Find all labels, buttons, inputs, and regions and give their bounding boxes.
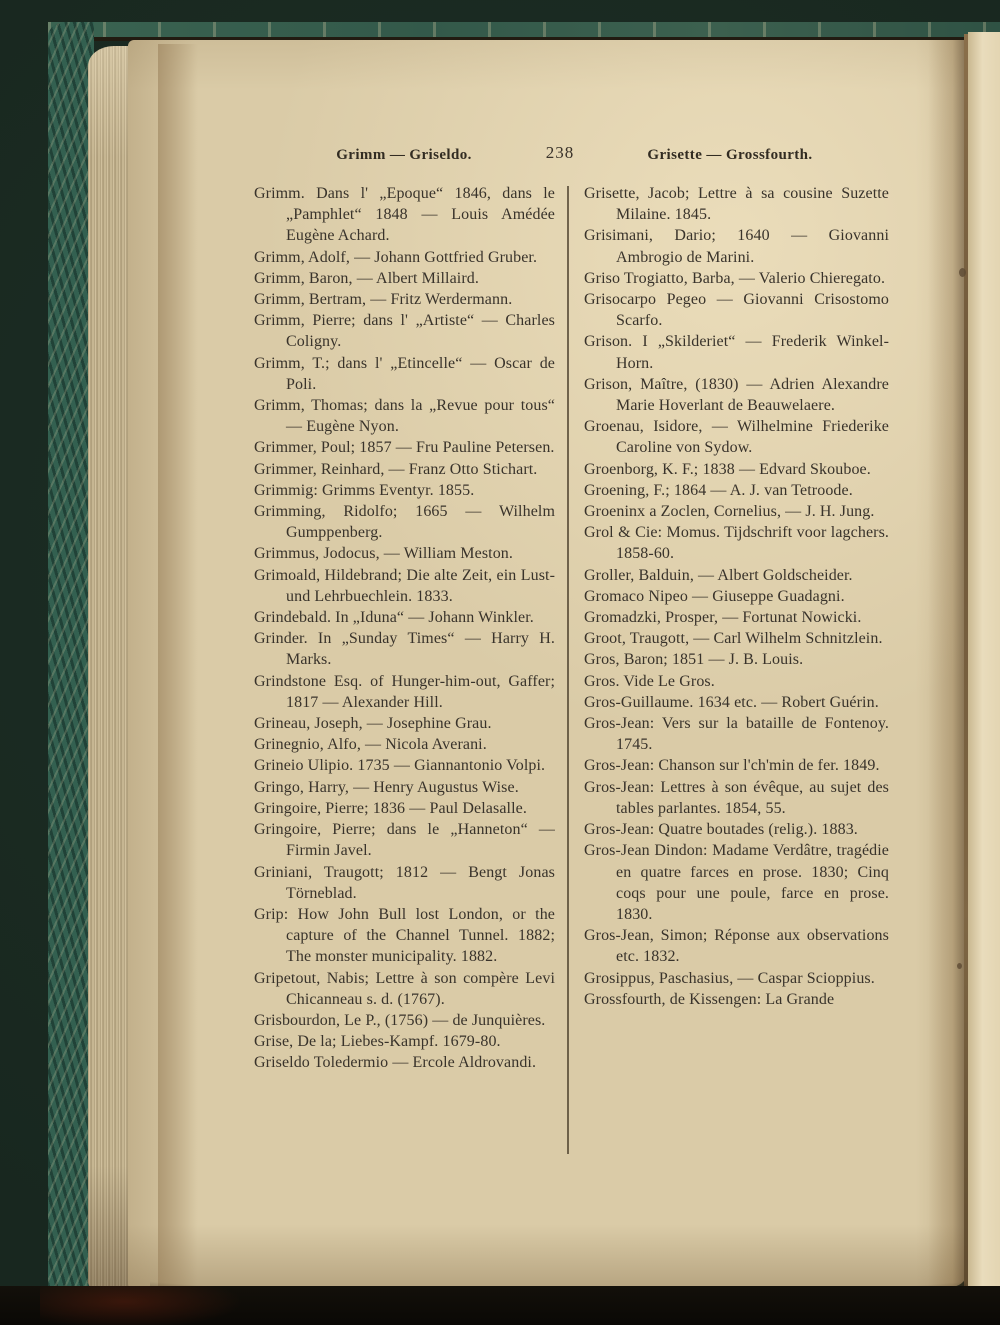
lexicon-entry: Grinegnio, Alfo, — Nicola Averani. bbox=[254, 736, 487, 754]
lexicon-entry: Gros-Jean: Chanson sur l'ch'min de fer. 1849. bbox=[584, 757, 880, 775]
page-stack-shadow bbox=[158, 44, 198, 1288]
lexicon-entry: Grimm. Dans l' „Epoque“ 1846, dans le „Pamphlet“ 1848 — Louis Amédée Eugène Achard. bbox=[254, 185, 555, 245]
lexicon-entry: Gringo, Harry, — Henry Augustus Wise. bbox=[254, 778, 519, 796]
lexicon-entry: Grineio Ulipio. 1735 — Giannantonio Volpi. bbox=[254, 757, 546, 775]
lexicon-entry: Grindebald. In „Iduna“ — Johann Winkler. bbox=[254, 609, 534, 627]
lexicon-entry: Grisimani, Dario; 1640 — Giovanni Ambrogio de Marini. bbox=[584, 227, 889, 266]
lexicon-entry: Gromaco Nipeo — Giuseppe Guadagni. bbox=[584, 587, 845, 605]
lexicon-entry: Grimmer, Reinhard, — Franz Otto Stichart. bbox=[254, 460, 538, 478]
lexicon-entry: Grimm, Thomas; dans la „Revue pour tous“ — Eugène Nyon. bbox=[254, 397, 555, 436]
page-number: 238 bbox=[545, 143, 575, 162]
lexicon-entry: Gros-Jean Dindon: Madame Verdâtre, tragédie en quatre farces en prose. 1830; Cinq coqs pour une poule, farce en prose. 1830. bbox=[584, 842, 889, 923]
gutter-shading bbox=[928, 40, 966, 1287]
lexicon-entry: Grimm, Adolf, — Johann Gottfried Gruber. bbox=[254, 248, 538, 266]
lexicon-entry: Gripetout, Nabis; Lettre à son compère Levi Chicanneau s. d. (1767). bbox=[254, 969, 555, 1008]
lexicon-entry: Gros. Vide Le Gros. bbox=[584, 672, 715, 690]
column-divider-rule bbox=[567, 186, 569, 1154]
lexicon-entry: Gros-Jean: Vers sur la bataille de Fontenoy. 1745. bbox=[584, 715, 889, 754]
lexicon-entry: Grisocarpo Pegeo — Giovanni Crisostomo Scarfo. bbox=[584, 291, 889, 330]
stain-speck bbox=[959, 268, 966, 277]
lexicon-entry: Gringoire, Pierre; dans le „Hanneton“ — Firmin Javel. bbox=[254, 821, 555, 860]
lexicon-entry: Gros-Jean: Lettres à son évêque, au sujet des tables parlantes. 1854, 55. bbox=[584, 778, 889, 817]
lexicon-entry: Grinder. In „Sunday Times“ — Harry H. Marks. bbox=[254, 630, 555, 669]
lexicon-entry: Grimm, Baron, — Albert Millaird. bbox=[254, 269, 479, 287]
lexicon-entry: Grisbourdon, Le P., (1756) — de Junquières. bbox=[254, 1011, 546, 1029]
lexicon-entry: Gros-Jean, Simon; Réponse aux observations etc. 1832. bbox=[584, 927, 889, 966]
lexicon-entry: Gros-Guillaume. 1634 etc. — Robert Guérin. bbox=[584, 693, 879, 711]
running-header-left: Grimm — Griseldo. bbox=[336, 147, 472, 163]
stain-speck bbox=[957, 963, 962, 969]
lexicon-entry: Grimming, Ridolfo; 1665 — Wilhelm Gumppenberg. bbox=[254, 503, 555, 542]
lexicon-entry: Grise, De la; Liebes-Kampf. 1679-80. bbox=[254, 1033, 501, 1051]
lexicon-entry: Grison. I „Skilderiet“ — Frederik Winkel-Horn. bbox=[584, 333, 889, 372]
cover-board-edge-top bbox=[48, 22, 1000, 38]
right-column bbox=[584, 183, 889, 1010]
lexicon-entry: Grimmig: Grimms Eventyr. 1855. bbox=[254, 481, 475, 499]
lexicon-entry: Gros, Baron; 1851 — J. B. Louis. bbox=[584, 651, 804, 669]
lexicon-entry: Grip: How John Bull lost London, or the capture of the Channel Tunnel. 1882; The monster municipality. 1882. bbox=[254, 905, 555, 966]
lexicon-entry: Groenau, Isidore, — Wilhelmine Friederike Caroline von Sydow. bbox=[584, 418, 889, 457]
lexicon-entry: Griso Trogiatto, Barba, — Valerio Chieregato. bbox=[584, 269, 886, 287]
lexicon-entry: Gros-Jean: Quatre boutades (relig.). 1883. bbox=[584, 821, 858, 839]
facing-page-edge bbox=[968, 32, 1000, 1290]
lexicon-entry: Grimoald, Hildebrand; Die alte Zeit, ein Lust- und Lehrbuechlein. 1833. bbox=[254, 566, 555, 605]
lexicon-entry: Griseldo Toledermio — Ercole Aldrovandi. bbox=[254, 1054, 537, 1072]
bottom-shadow bbox=[0, 1286, 1000, 1325]
lexicon-entry: Groot, Traugott, — Carl Wilhelm Schnitzlein. bbox=[584, 630, 883, 648]
lexicon-entry: Griniani, Traugott; 1812 — Bengt Jonas Törneblad. bbox=[254, 863, 555, 902]
lexicon-entry: Gringoire, Pierre; 1836 — Paul Delasalle. bbox=[254, 799, 527, 817]
lexicon-entry: Grindstone Esq. of Hunger-him-out, Gaffer; 1817 — Alexander Hill. bbox=[254, 672, 555, 711]
lexicon-entry: Grimmer, Poul; 1857 — Fru Pauline Petersen. bbox=[254, 439, 555, 457]
lexicon-entry: Grimm, Bertram, — Fritz Werdermann. bbox=[254, 291, 513, 309]
lexicon-entry: Grineau, Joseph, — Josephine Grau. bbox=[254, 715, 492, 733]
lexicon-entry: Grol & Cie: Momus. Tijdschrift voor lagchers. 1858-60. bbox=[584, 524, 889, 563]
lexicon-entry: Groenborg, K. F.; 1838 — Edvard Skouboe. bbox=[584, 460, 871, 478]
lexicon-entry: Groening, F.; 1864 — A. J. van Tetroode. bbox=[584, 481, 853, 499]
lexicon-entry: Grimm, Pierre; dans l' „Artiste“ — Charles Coligny. bbox=[254, 312, 555, 351]
lexicon-entry: Groeninx a Zoclen, Cornelius, — J. H. Jung. bbox=[584, 503, 875, 521]
lexicon-entry: Grison, Maître, (1830) — Adrien Alexandre Marie Hoverlant de Beauwelaere. bbox=[584, 375, 889, 415]
lexicon-entry: Grosippus, Paschasius, — Caspar Scioppius. bbox=[584, 969, 875, 987]
lexicon-entry: Gromadzki, Prosper, — Fortunat Nowicki. bbox=[584, 609, 862, 627]
lexicon-entry: Grisette, Jacob; Lettre à sa cousine Suzette Milaine. 1845. bbox=[584, 185, 889, 224]
lexicon-entry: Grimmus, Jodocus, — William Meston. bbox=[254, 545, 513, 563]
left-column bbox=[254, 183, 555, 1074]
lexicon-entry: Groller, Balduin, — Albert Goldscheider. bbox=[584, 566, 853, 584]
lexicon-entry: Grimm, T.; dans l' „Etincelle“ — Oscar de Poli. bbox=[254, 354, 555, 393]
lexicon-entry: Grossfourth, de Kissengen: La Grande bbox=[584, 990, 835, 1008]
running-header-right: Grisette — Grossfourth. bbox=[647, 147, 813, 163]
